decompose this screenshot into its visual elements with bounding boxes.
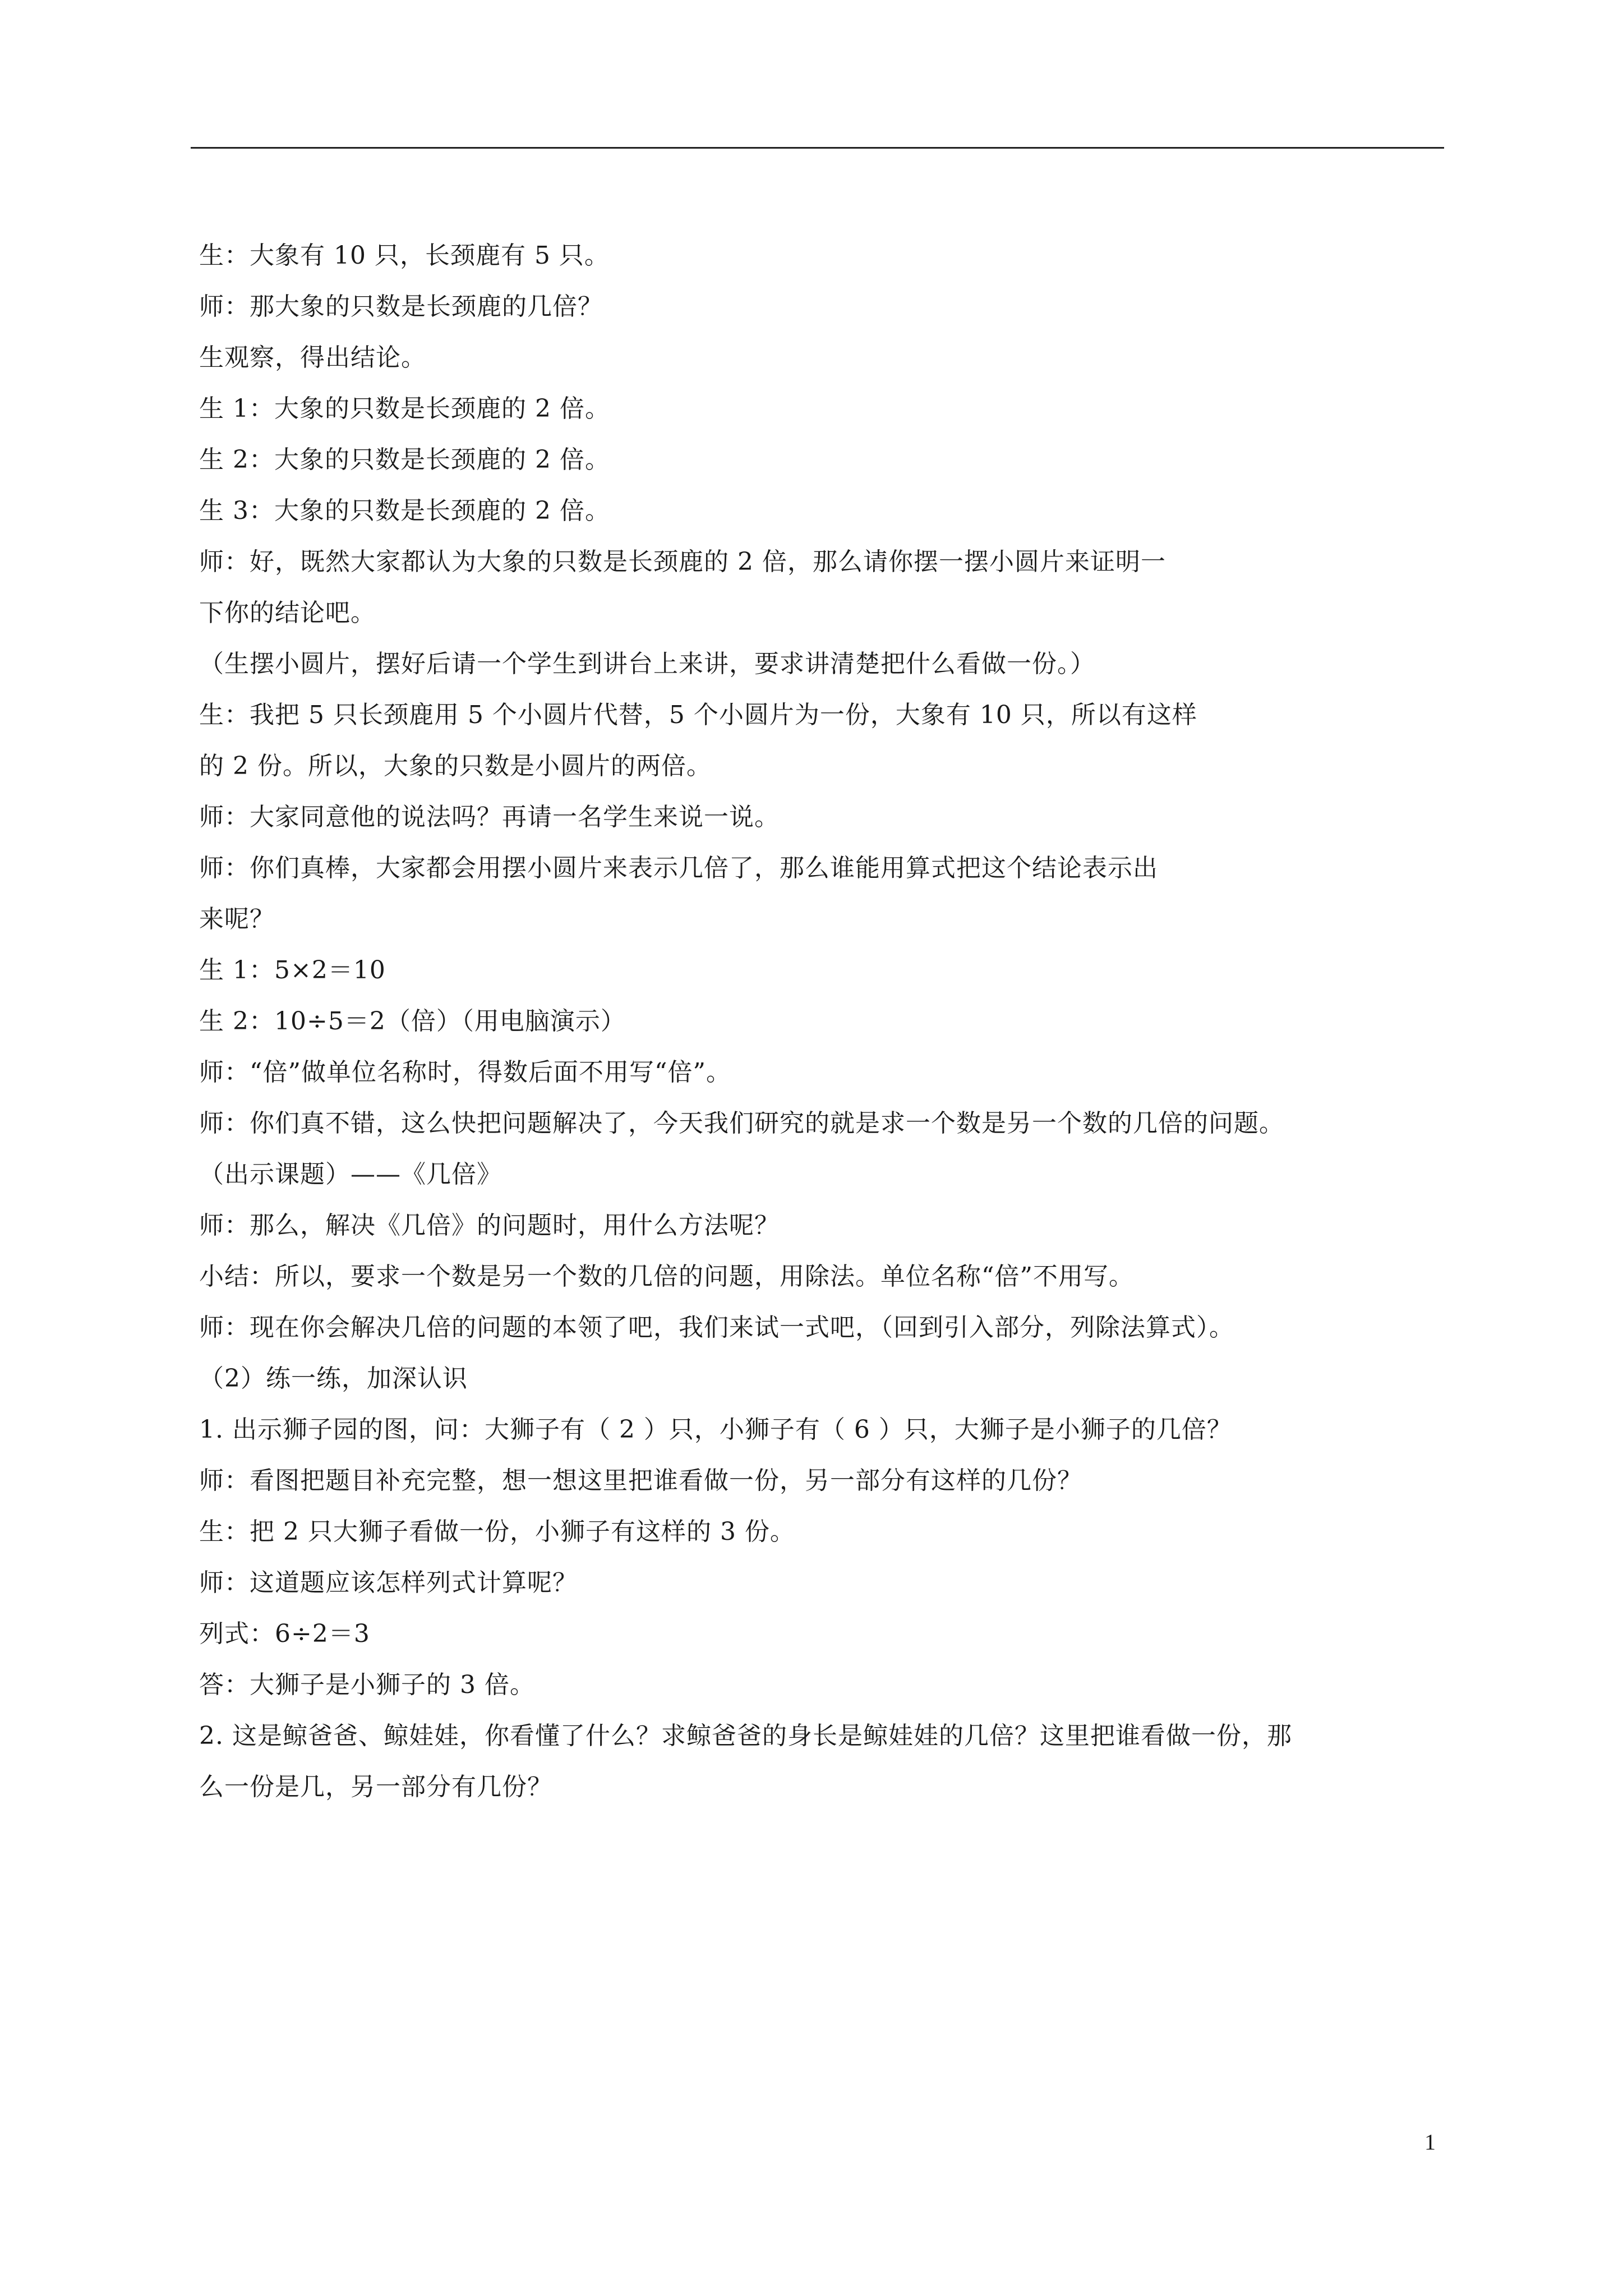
text-line: 师：那么，解决《几倍》的问题时，用什么方法呢？ <box>199 1211 780 1240</box>
text-line: 师：你们真不错，这么快把问题解决了，今天我们研究的就是求一个数是另一个数的几倍的问题。 <box>199 1109 1284 1138</box>
text-line: 列式：6÷2＝3 <box>199 1619 370 1648</box>
text-line: 师：好，既然大家都认为大象的只数是长颈鹿的 2 倍，那么请你摆一摆小圆片来证明一 <box>199 547 1166 576</box>
document-body <box>199 230 1455 1812</box>
text-line: 生 3：大象的只数是长颈鹿的 2 倍。 <box>199 496 610 525</box>
text-line: 答：大狮子是小狮子的 3 倍。 <box>199 1671 535 1699</box>
text-line: 2. 这是鲸爸爸、鲸娃娃，你看懂了什么？求鲸爸爸的身长是鲸娃娃的几倍？这里把谁看做一份，那 <box>199 1722 1292 1750</box>
text-line: 生：我把 5 只长颈鹿用 5 个小圆片代替，5 个小圆片为一份，大象有 10 只，所以有这样 <box>199 701 1197 729</box>
text-line: 小结：所以，要求一个数是另一个数的几倍的问题，用除法。单位名称“倍”不用写。 <box>199 1262 1134 1291</box>
text-line: 师：这道题应该怎样列式计算呢？ <box>199 1568 578 1597</box>
text-line: 生 1：大象的只数是长颈鹿的 2 倍。 <box>199 394 610 423</box>
text-line: 么一份是几，另一部分有几份？ <box>199 1773 552 1801</box>
header-rule <box>191 147 1444 149</box>
page-number: 1 <box>1424 2129 1436 2155</box>
text-line: 1. 出示狮子园的图，问：大狮子有（ 2 ）只，小狮子有（ 6 ）只，大狮子是小狮子的几倍？ <box>199 1415 1232 1444</box>
text-line: 师：那大象的只数是长颈鹿的几倍？ <box>199 292 603 321</box>
text-line: 师：“倍”做单位名称时，得数后面不用写“倍”。 <box>199 1058 731 1087</box>
text-line: 生观察，得出结论。 <box>199 343 426 372</box>
text-line: 师：现在你会解决几倍的问题的本领了吧，我们来试一式吧，（回到引入部分，列除法算式）。 <box>199 1313 1234 1342</box>
text-line: 的 2 份。所以，大象的只数是小圆片的两倍。 <box>199 752 712 780</box>
text-line: 师：看图把题目补充完整，想一想这里把谁看做一份，另一部分有这样的几份？ <box>199 1466 1082 1495</box>
text-line: 生 2：10÷5＝2（倍）（用电脑演示） <box>199 1007 626 1036</box>
text-line: 来呢？ <box>199 905 275 933</box>
text-line: （生摆小圆片，摆好后请一个学生到讲台上来讲，要求讲清楚把什么看做一份。） <box>199 650 1095 678</box>
text-line: 生：把 2 只大狮子看做一份，小狮子有这样的 3 份。 <box>199 1517 795 1546</box>
text-line: 师：大家同意他的说法吗？再请一名学生来说一说。 <box>199 803 780 831</box>
text-line: 生 2：大象的只数是长颈鹿的 2 倍。 <box>199 445 610 474</box>
text-line: 生：大象有 10 只，长颈鹿有 5 只。 <box>199 241 610 270</box>
text-line: （出示课题）——《几倍》 <box>199 1160 502 1189</box>
text-line: （2）练一练，加深认识 <box>199 1364 468 1393</box>
text-line: 下你的结论吧。 <box>199 599 376 627</box>
text-line: 师：你们真棒，大家都会用摆小圆片来表示几倍了，那么谁能用算式把这个结论表示出 <box>199 854 1158 882</box>
text-line: 生 1：5×2＝10 <box>199 956 386 984</box>
